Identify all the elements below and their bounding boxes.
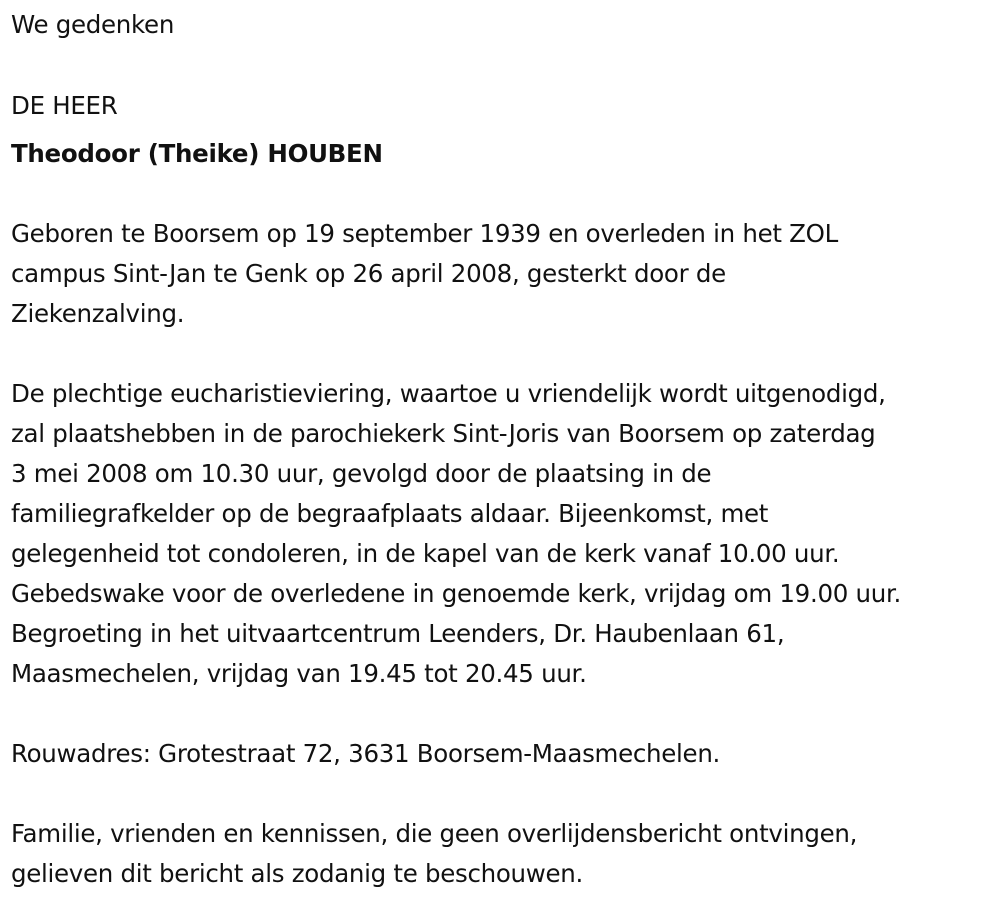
paragraph-line: 3 mei 2008 om 10.30 uur, gevolgd door de plaatsing in de xyxy=(11,459,712,488)
paragraph-line: Maasmechelen, vrijdag van 19.45 tot 20.45 uur. xyxy=(11,659,587,688)
paragraph-line: Geboren te Boorsem op 19 september 1939 en overleden in het ZOL xyxy=(11,219,838,248)
paragraph-line: Gebedswake voor de overledene in genoemde kerk, vrijdag om 19.00 uur. xyxy=(11,579,901,608)
paragraph-line: De plechtige eucharistieviering, waartoe u vriendelijk wordt uitgenodigd, xyxy=(11,379,886,408)
mourning-address: Rouwadres: Grotestraat 72, 3631 Boorsem-Maasmechelen. xyxy=(11,739,721,768)
paragraph-line: campus Sint-Jan te Genk op 26 april 2008, gesterkt door de xyxy=(11,259,726,288)
paragraph-line: Ziekenzalving. xyxy=(11,299,185,328)
paragraph-line: familiegrafkelder op de begraafplaats aldaar. Bijeenkomst, met xyxy=(11,499,769,528)
paragraph-line: zal plaatshebben in de parochiekerk Sint-Joris van Boorsem op zaterdag xyxy=(11,419,876,448)
paragraph-line: gelegenheid tot condoleren, in de kapel van de kerk vanaf 10.00 uur. xyxy=(11,539,840,568)
paragraph-line: gelieven dit bericht als zodanig te beschouwen. xyxy=(11,859,584,888)
honorific-title: DE HEER xyxy=(11,91,118,120)
intro-text: We gedenken xyxy=(11,10,175,39)
paragraph-line: Begroeting in het uitvaartcentrum Leenders, Dr. Haubenlaan 61, xyxy=(11,619,785,648)
paragraph-line: Familie, vrienden en kennissen, die geen overlijdensbericht ontvingen, xyxy=(11,819,858,848)
deceased-name: Theodoor (Theike) HOUBEN xyxy=(11,139,383,168)
